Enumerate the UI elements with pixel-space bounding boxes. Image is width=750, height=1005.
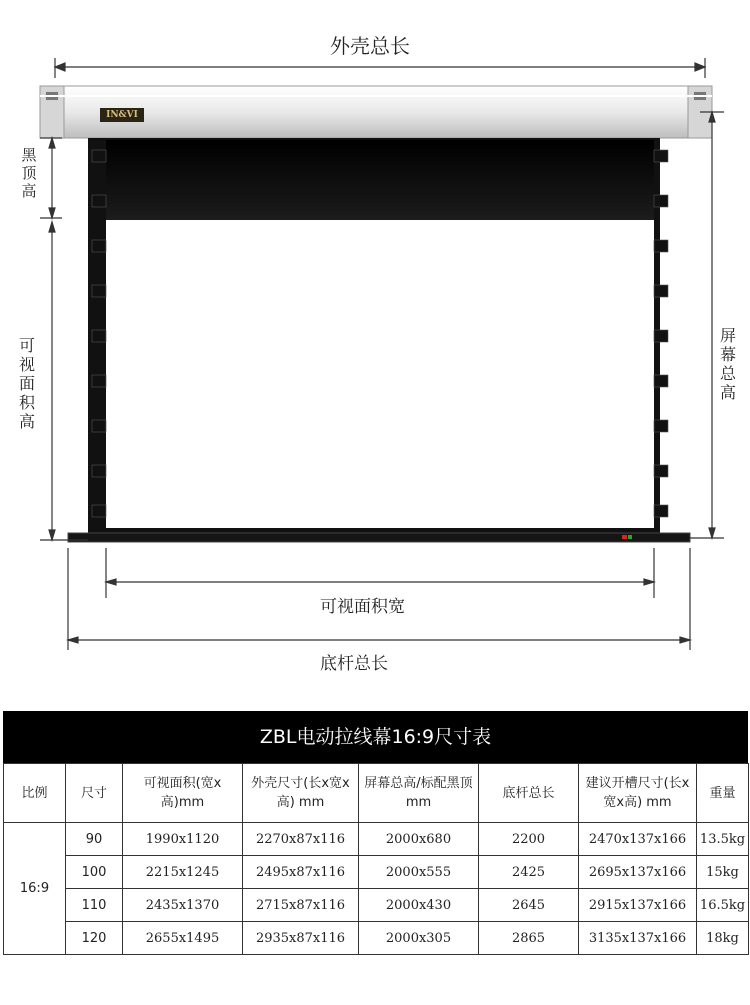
weight-cell: 16.5kg <box>697 889 749 922</box>
slot-cell: 2915x137x166 <box>579 889 697 922</box>
header-shell-size: 外壳尺寸(长x宽x高) mm <box>243 764 359 823</box>
screen-total-height-label: 屏幕总高 <box>719 326 736 402</box>
table-title: ZBL电动拉线幕16:9尺寸表 <box>3 711 748 763</box>
black-top-dimension <box>40 138 62 218</box>
slot-cell: 3135x137x166 <box>579 922 697 955</box>
visible-height-label: 可视面积高 <box>18 336 35 431</box>
size-cell: 90 <box>66 823 123 856</box>
slot-cell: 2470x137x166 <box>579 823 697 856</box>
weight-cell: 18kg <box>697 922 749 955</box>
table-row <box>4 889 749 922</box>
header-weight: 重量 <box>697 764 749 823</box>
bar-length-label: 底杆总长 <box>320 654 388 674</box>
weight-cell: 15kg <box>697 856 749 889</box>
shell-length-label: 外壳总长 <box>330 34 410 58</box>
top-dimension-line <box>55 58 705 78</box>
black-top-label: 黑顶高 <box>21 146 37 200</box>
screen-frame <box>88 138 660 540</box>
header-ratio: 比例 <box>4 764 66 823</box>
header-screen-height: 屏幕总高/标配黑顶 mm <box>359 764 479 823</box>
ratio-cell: 16:9 <box>4 823 66 955</box>
total-height-dimension <box>690 112 724 538</box>
header-bar-length: 底杆总长 <box>479 764 579 823</box>
spec-table <box>3 763 749 955</box>
bottom-bar <box>68 533 690 542</box>
shell-cell: 2270x87x116 <box>243 823 359 856</box>
header-slot-size: 建议开槽尺寸(长x宽x高) mm <box>579 764 697 823</box>
header-visible-area: 可视面积(宽x高)mm <box>123 764 243 823</box>
table-row <box>4 856 749 889</box>
visible-cell: 2655x1495 <box>123 922 243 955</box>
table-row <box>4 922 749 955</box>
height-cell: 2000x430 <box>359 889 479 922</box>
table-header-row <box>4 764 749 823</box>
brand-logo: IN&VI <box>106 110 138 120</box>
weight-cell: 13.5kg <box>697 823 749 856</box>
bar-cell: 2645 <box>479 889 579 922</box>
size-cell: 110 <box>66 889 123 922</box>
bar-cell: 2200 <box>479 823 579 856</box>
visible-width-label: 可视面积宽 <box>320 597 405 617</box>
shell-cell: 2935x87x116 <box>243 922 359 955</box>
height-cell: 2000x555 <box>359 856 479 889</box>
header-size: 尺寸 <box>66 764 123 823</box>
bar-cell: 2865 <box>479 922 579 955</box>
size-cell: 120 <box>66 922 123 955</box>
visible-cell: 2215x1245 <box>123 856 243 889</box>
shell-cell: 2495x87x116 <box>243 856 359 889</box>
visible-cell: 1990x1120 <box>123 823 243 856</box>
bar-cell: 2425 <box>479 856 579 889</box>
height-cell: 2000x305 <box>359 922 479 955</box>
visible-height-dimension <box>40 222 88 540</box>
shell-cell: 2715x87x116 <box>243 889 359 922</box>
height-cell: 2000x680 <box>359 823 479 856</box>
table-row <box>4 823 749 856</box>
slot-cell: 2695x137x166 <box>579 856 697 889</box>
size-cell: 100 <box>66 856 123 889</box>
size-table <box>3 711 748 955</box>
visible-width-dimension <box>106 548 654 598</box>
visible-cell: 2435x1370 <box>123 889 243 922</box>
